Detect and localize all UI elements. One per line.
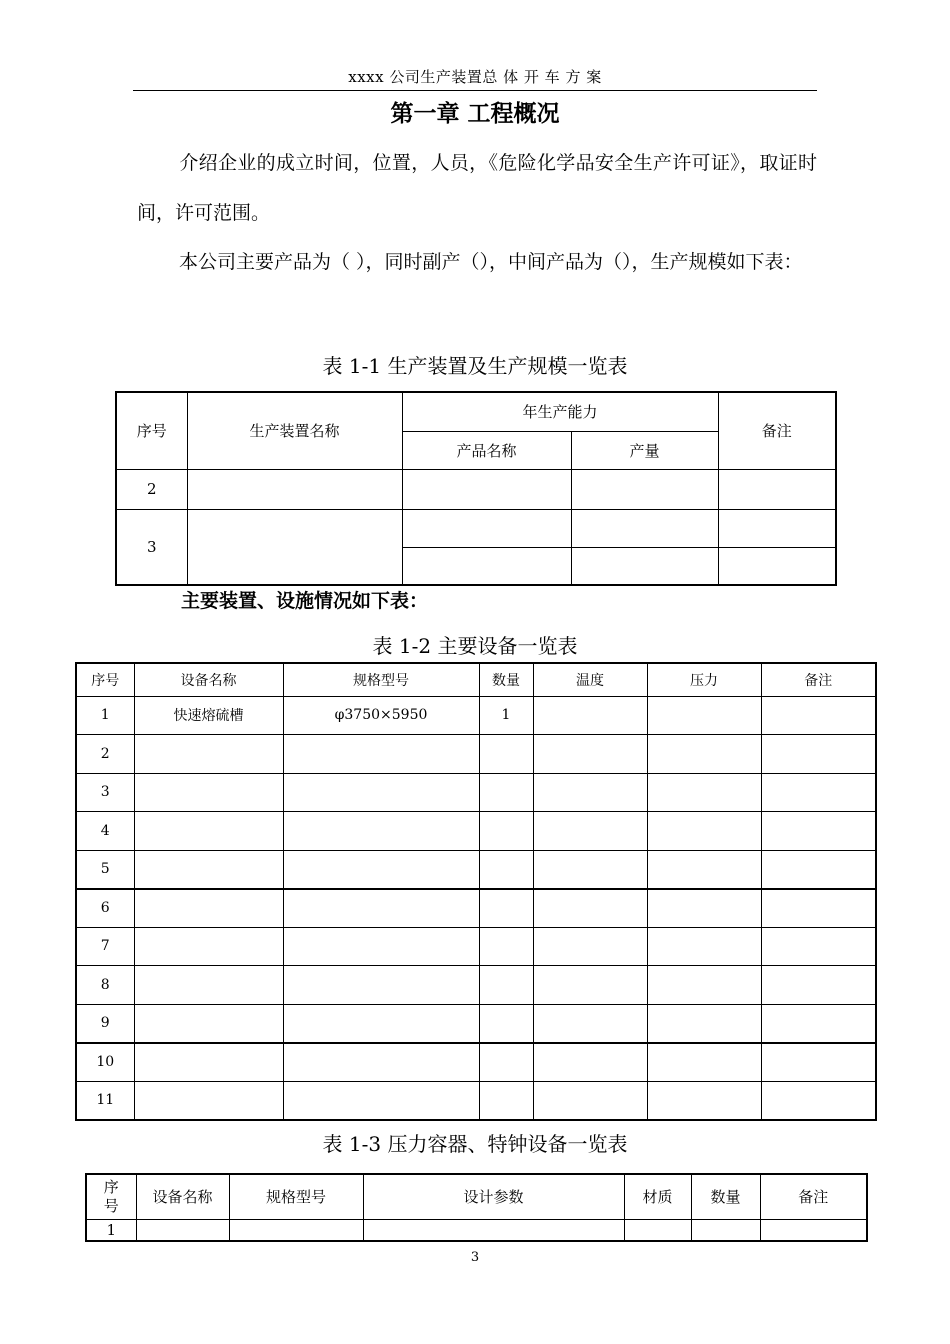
table-cell (402, 509, 571, 547)
column-header: 数量 (479, 663, 533, 696)
table-cell (283, 773, 479, 812)
table-cell (761, 1043, 876, 1082)
column-header: 数量 (691, 1174, 760, 1219)
table-cell (533, 735, 647, 774)
production-scale-table (115, 391, 837, 586)
table-cell (647, 696, 761, 735)
table-cell (647, 966, 761, 1005)
table-cell (187, 509, 402, 585)
column-header: 序号 (76, 663, 134, 696)
table-cell (761, 1004, 876, 1043)
table-cell (134, 735, 283, 774)
header-product-name: 产品名称 (402, 431, 571, 469)
page-header-title: xxxx 公司生产装置总 体 开 车 方 案 (348, 68, 602, 86)
table-row (76, 1004, 876, 1043)
table-cell: φ3750×5950 (283, 696, 479, 735)
table-cell (718, 509, 836, 547)
table-cell (134, 773, 283, 812)
table-cell: 1 (479, 696, 533, 735)
table-cell (533, 966, 647, 1005)
table-cell (533, 1004, 647, 1043)
table-row (86, 1219, 867, 1241)
table-cell (187, 469, 402, 509)
table-cell (402, 547, 571, 585)
table-cell (479, 927, 533, 966)
table-cell (283, 1043, 479, 1082)
table-cell: 7 (76, 927, 134, 966)
table-cell (533, 889, 647, 928)
table-cell (136, 1219, 229, 1241)
column-header: 序号 (86, 1174, 136, 1219)
table-cell (571, 547, 718, 585)
table-cell (134, 927, 283, 966)
table-cell (533, 773, 647, 812)
table-cell (134, 1004, 283, 1043)
table-cell (647, 927, 761, 966)
table-cell (718, 469, 836, 509)
table-cell (761, 696, 876, 735)
table-cell (760, 1219, 867, 1241)
table-cell: 8 (76, 966, 134, 1005)
table-header-row (76, 663, 876, 696)
table-cell (479, 966, 533, 1005)
table-cell (402, 469, 571, 509)
page-number: 3 (470, 1250, 480, 1265)
table-cell (479, 1081, 533, 1120)
column-header: 材质 (624, 1174, 691, 1219)
table1-caption: 表 1-1 生产装置及生产规模一览表 (322, 354, 628, 378)
chapter-title: 第一章 工程概况 (390, 101, 560, 127)
column-header: 规格型号 (229, 1174, 363, 1219)
column-header: 压力 (647, 663, 761, 696)
table-cell (533, 812, 647, 851)
table-row (76, 812, 876, 851)
column-header: 规格型号 (283, 663, 479, 696)
table-cell: 2 (76, 735, 134, 774)
header-output: 产量 (571, 431, 718, 469)
intro-paragraph-text: 介绍企业的成立时间，位置，人员，《危险化学品安全生产许可证》，取证时间，许可范围。 (137, 152, 817, 224)
table-cell (647, 735, 761, 774)
table-cell (533, 850, 647, 889)
table-row (76, 773, 876, 812)
table-cell: 10 (76, 1043, 134, 1082)
table-cell (283, 1081, 479, 1120)
column-header: 温度 (533, 663, 647, 696)
products-paragraph-text: 本公司主要产品为（ ），同时副产（），中间产品为（），生产规模如下表： (179, 251, 803, 273)
table-cell (691, 1219, 760, 1241)
table-cell (533, 696, 647, 735)
table-cell (134, 889, 283, 928)
table-header-row (86, 1174, 867, 1219)
table-cell: 5 (76, 850, 134, 889)
table-cell (479, 889, 533, 928)
table-cell (134, 850, 283, 889)
header-divider (133, 90, 817, 91)
products-paragraph (137, 237, 817, 287)
table-row (76, 1043, 876, 1082)
table-cell (533, 1081, 647, 1120)
table-row (76, 966, 876, 1005)
table-cell (134, 966, 283, 1005)
table-row (76, 927, 876, 966)
header-device-name: 生产装置名称 (187, 392, 402, 469)
header-capacity: 年生产能力 (402, 392, 718, 431)
table-cell (533, 1043, 647, 1082)
table-row (76, 850, 876, 889)
table-cell (761, 927, 876, 966)
table-row (76, 889, 876, 928)
table-cell (283, 889, 479, 928)
table-cell (647, 850, 761, 889)
table-row (76, 1081, 876, 1120)
table-cell (229, 1219, 363, 1241)
table-cell (718, 547, 836, 585)
table-cell (479, 735, 533, 774)
column-header: 设备名称 (134, 663, 283, 696)
table-row (76, 696, 876, 735)
table-cell (761, 850, 876, 889)
table-cell (647, 812, 761, 851)
header-remark: 备注 (718, 392, 836, 469)
table-cell (479, 773, 533, 812)
table-cell (624, 1219, 691, 1241)
table-cell (761, 966, 876, 1005)
table-cell: 3 (76, 773, 134, 812)
table-cell (761, 735, 876, 774)
table-row (76, 735, 876, 774)
table3-caption: 表 1-3 压力容器、特钟设备一览表 (322, 1132, 628, 1156)
table-cell (134, 812, 283, 851)
table-cell: 1 (86, 1219, 136, 1241)
table-row (116, 509, 836, 547)
table-cell (571, 469, 718, 509)
table-row (116, 469, 836, 509)
table-cell (134, 1081, 283, 1120)
table-cell: 6 (76, 889, 134, 928)
table-cell (283, 966, 479, 1005)
table-cell (647, 1081, 761, 1120)
table-cell (363, 1219, 624, 1241)
table-cell (761, 1081, 876, 1120)
column-header: 备注 (760, 1174, 867, 1219)
table-cell (761, 773, 876, 812)
column-header: 设计参数 (363, 1174, 624, 1219)
table-cell (571, 509, 718, 547)
main-devices-intro: 主要装置、设施情况如下表： (181, 590, 429, 612)
table-cell (647, 1043, 761, 1082)
table-cell (647, 773, 761, 812)
table-cell (761, 812, 876, 851)
column-header: 设备名称 (136, 1174, 229, 1219)
table-cell (761, 889, 876, 928)
header-seq: 序号 (116, 392, 187, 469)
table2-caption: 表 1-2 主要设备一览表 (372, 634, 578, 658)
table-cell: 11 (76, 1081, 134, 1120)
table-cell (479, 812, 533, 851)
table-cell (283, 927, 479, 966)
table-cell: 9 (76, 1004, 134, 1043)
main-equipment-table (75, 662, 877, 1121)
table-cell (479, 1004, 533, 1043)
table-cell: 2 (116, 469, 187, 509)
table-cell: 快速熔硫槽 (134, 696, 283, 735)
table-cell (283, 850, 479, 889)
column-header: 备注 (761, 663, 876, 696)
table-cell: 4 (76, 812, 134, 851)
table-cell (283, 812, 479, 851)
table-cell (283, 1004, 479, 1043)
table-cell: 1 (76, 696, 134, 735)
intro-paragraph (137, 138, 817, 238)
table-cell (479, 850, 533, 889)
table-cell (283, 735, 479, 774)
table-cell (533, 927, 647, 966)
table-cell: 3 (116, 509, 187, 585)
table-cell (479, 1043, 533, 1082)
pressure-vessel-table (85, 1173, 868, 1242)
table-cell (647, 889, 761, 928)
table-cell (647, 1004, 761, 1043)
table-cell (134, 1043, 283, 1082)
